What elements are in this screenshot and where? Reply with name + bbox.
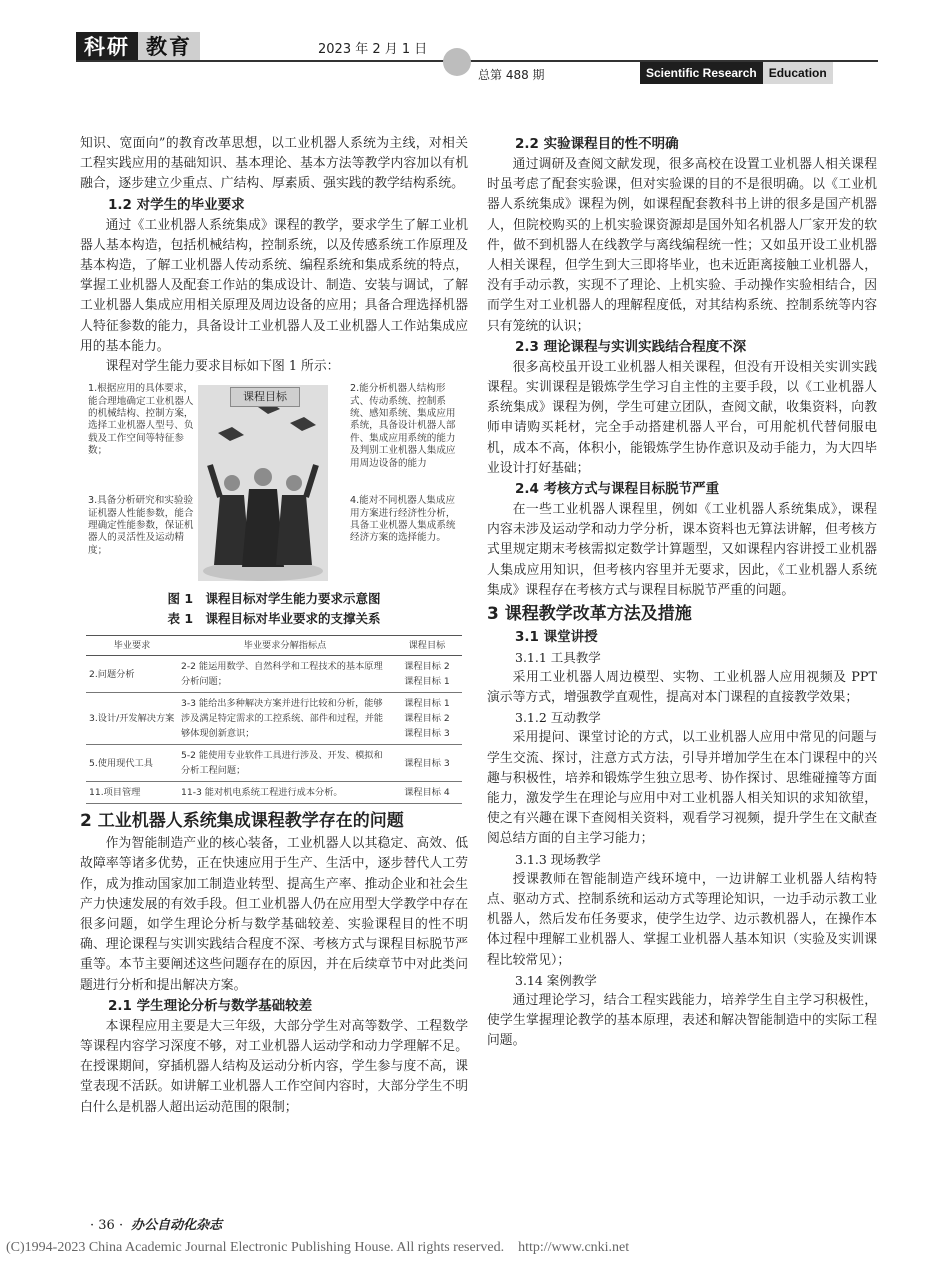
- table-header-row: [86, 636, 462, 656]
- paragraph: 通过《工业机器人系统集成》课程的教学，要求学生了解工业机器人基本构造，包括机械结构，控制系统，以及传感系统工作原理及基本构造，了解工业机器人传动系统、编程系统和集成系统的特点，掌握工业机器人及配套工作站的集成设计、制造、安装与调试，了解工业机器人集成应用相关原理及周边设备的应用；具备合理选择机器人特征参数的能力，具备设计工业机器人及工业机器人工作站集成应用的基本能力。: [80, 217, 468, 354]
- paragraph: 作为智能制造产业的核心装备，工业机器人以其稳定、高效、低故障率等诸多优势，正在快速应用于生产、生活中，逐步替代人工劳作，成为推动国家加工制造业转型、提高生产率、推动企业和社会生产力快速发展的有效手段。但工业机器人仍在应用型大学教学中存在很多问题，如学生理论分析与数学基础较差、实验课程目的性不明确、理论课程与实训实践结合程度不深、考核方式与课程目标脱节严重等。本节主要阐述这些问题存在的原因，并在后续章节中对此类问题进行分析和提出解决方案。: [80, 836, 468, 993]
- journal-masthead: [76, 32, 200, 62]
- paragraph: 采用工业机器人周边模型、实物、工业机器人应用视频及 PPT 演示等方式，增强教学直观性，提高对本门课程的直接教学效果；: [487, 670, 877, 706]
- header-circle-ornament: [443, 48, 471, 76]
- section-heading-3-1: 3.1 课堂讲授: [515, 629, 598, 646]
- table-cell-detail: 11-3 能对机电系统工程进行成本分析。: [178, 782, 392, 804]
- section-heading-1-2: 1.2 对学生的毕业要求: [108, 196, 245, 213]
- table-row: [86, 693, 462, 745]
- paragraph: 通过调研及查阅文献发现，很多高校在设置工业机器人相关课程时虽考虑了配套实验课，但对实验课的目的不是很明确。以《工业机器人系统集成》课程为例，如课程配套教科书上讲的很多是国产机器人，但院校购买的上机实验课资源却是国外知名机器人厂家开发的软件，做不到机器人在线教学与离线编程统一性；又如虽开设工业机器人相关课程，但学生到大三即将毕业，也未近距离接触工业机器人，没有手动示教，实现不了理论、上机实验、手动操作实验相结合，因而学生对工业机器人的理解程度低，对其结构系统、控制系统等内容只有笼统的认识；: [487, 157, 877, 334]
- paragraph: 课程对学生能力要求目标如下图 1 所示：: [105, 359, 340, 375]
- requirements-table: [86, 635, 462, 804]
- table-cell-detail: 5-2 能使用专业软件工具进行涉及、开发、模拟和分析工程问题；: [178, 745, 392, 782]
- subsection-heading-3-1-4: 3.14 案例教学: [515, 972, 597, 988]
- section-heading-2-4: 2.4 考核方式与课程目标脱节严重: [515, 481, 720, 498]
- table-cell-requirement: 2.问题分析: [86, 656, 178, 693]
- table-cell-goal: 课程目标 3: [392, 745, 462, 782]
- paragraph: 知识、宽面向”的教育改革思想，以工业机器人系统为主线，对相关工程实践应用的基础知识、基本理论、基本方法等教学内容加以有机融合，逐步建立少重点、广结构、厚素质、强实践的教学结构系统。: [80, 136, 468, 192]
- table-header-cell: 毕业要求: [86, 636, 178, 656]
- table-cell-goal: 课程目标 2 课程目标 1: [392, 656, 462, 693]
- figure-goal-4-text: 4.能对不同机器人集成应用方案进行经济性分析，具备工业机器人集成系统经济方案的选择能力。: [350, 495, 456, 544]
- table-header-cell: 毕业要求分解指标点: [178, 636, 392, 656]
- figure-goal-1-text: 1.根据应用的具体要求，能合理地确定工业机器人的机械结构、控制方案，选择工业机器人型号、负载及工作空间等特征参数；: [88, 383, 194, 457]
- paragraph: 授课教师在智能制造产线环境中，一边讲解工业机器人结构特点、驱动方式、控制系统和运动方式等理论知识，一边手动示教工业机器人，然后发布任务要求，使学生边学、边示教机器人，在操作本体过程中理解工业机器人、掌握工业机器人基本知识（实验及实训课程比较常见）；: [487, 871, 877, 968]
- table-cell-goal: 课程目标 4: [392, 782, 462, 804]
- paragraph: 采用提问、课堂讨论的方式，以工业机器人应用中常见的问题与学生交流、探讨，注意方式方法，引导并增加学生在本门课程中的兴趣与积极性，培养和锻炼学生独立思考、协作探讨、思维碰撞等方面能力，激发学生在理论与应用中对工业机器人相关知识的求知欲望，使之有兴趣在课下查阅相关资料，观看学习视频，提升学生在文献查阅总结方面的自主学习能力；: [487, 730, 877, 847]
- table-row: [86, 656, 462, 693]
- table-cell-detail: 2-2 能运用数学、自然科学和工程技术的基本原理分析问题；: [178, 656, 392, 693]
- section-heading-2-2: 2.2 实验课程目的性不明确: [515, 136, 679, 152]
- figure-goal-3-text: 3.具备分析研究和实验验证机器人性能参数，能合理确定性能参数，保证机器人的灵活性及运动精度；: [88, 495, 194, 556]
- journal-name: 办公自动化杂志: [131, 1218, 223, 1233]
- masthead-part-1: 科研: [76, 32, 138, 62]
- left-column: [80, 134, 468, 1118]
- issue-number: 总第 488 期: [478, 68, 545, 82]
- section-heading-3: 3 课程教学改革方法及措施: [487, 604, 692, 625]
- table-row: [86, 745, 462, 782]
- section-heading-2-3: 2.3 理论课程与实训实践结合程度不深: [515, 338, 747, 355]
- page-footer: [90, 1214, 222, 1233]
- table-cell-requirement: 3.设计/开发解决方案: [86, 693, 178, 745]
- graduates-illustration: [198, 385, 328, 581]
- copyright-notice: (C)1994-2023 China Academic Journal Electronic Publishing House. All rights reserved. http://www.cnki.net: [6, 1240, 630, 1255]
- table-cell-goal: 课程目标 1 课程目标 2 课程目标 3: [392, 693, 462, 745]
- figure-goal-2-text: 2.能分析机器人结构形式、传动系统、控制系统、感知系统、集成应用系统，具备设计机器人部件、集成应用系统的能力及判别工业机器人集成应用周边设备的能力: [350, 383, 456, 469]
- subsection-heading-3-1-1: 3.1.1 工具教学: [515, 650, 601, 666]
- subsection-heading-3-1-2: 3.1.2 互动教学: [515, 710, 601, 726]
- figure-caption: 图 1 课程目标对学生能力要求示意图: [167, 591, 381, 607]
- section-label-en-1: Scientific Research: [640, 62, 763, 84]
- section-heading-2: 2 工业机器人系统集成课程教学存在的问题: [80, 811, 404, 832]
- section-label-en-2: Education: [763, 62, 833, 84]
- paragraph: 通过理论学习，结合工程实践能力，培养学生自主学习积极性，使学生掌握理论教学的基本原理，表述和解决智能制造中的实际工程问题。: [487, 992, 877, 1049]
- table-cell-detail: 3-3 能给出多种解决方案并进行比较和分析，能够涉及满足特定需求的工控系统、部件和过程，并能够体现创新意识；: [178, 693, 392, 745]
- course-goal-label: 课程目标: [230, 387, 300, 407]
- masthead-part-2: 教育: [138, 32, 200, 62]
- right-column: [487, 134, 877, 1051]
- subsection-heading-3-1-3: 3.1.3 现场教学: [515, 851, 601, 867]
- figure-course-goals: [80, 381, 468, 589]
- section-heading-2-1: 2.1 学生理论分析与数学基础较差: [108, 997, 313, 1014]
- table-header-cell: 课程目标: [392, 636, 462, 656]
- paragraph: 在一些工业机器人课程里，例如《工业机器人系统集成》，课程内容未涉及运动学和动力学分析，课本资料也无算法讲解，但考核方式里规定期末考核需拟定数学计算题型，又如课程内容讲授工业机器人集成应用知识，但考核内容里并无要求，因此，《工业机器人系统集成》课程存在考核方式与课程目标脱节严重的问题。: [487, 502, 877, 598]
- table-row: [86, 782, 462, 804]
- section-label-english: [640, 62, 833, 84]
- issue-date: 2023 年 2 月 1 日: [318, 42, 428, 57]
- table-cell-requirement: 5.使用现代工具: [86, 745, 178, 782]
- page-number: · 36 ·: [90, 1218, 124, 1233]
- graduates-photo: [198, 385, 328, 581]
- paragraph: 很多高校虽开设工业机器人相关课程，但没有开设相关实训实践课程。实训课程是锻炼学生学习自主性的主要手段，以《工业机器人系统集成》课程为例，学生可建立团队，查阅文献，收集资料，向教师申请购买耗材，完全手动搭建机器人平台，可用舵机代替伺服电机，成本不高，体积小，能锻炼学生协作意识及动手能力，为大四毕业设计打好基础；: [487, 359, 877, 476]
- table-cell-requirement: 11.项目管理: [86, 782, 178, 804]
- paragraph: 本课程应用主要是大三年级，大部分学生对高等数学、工程数学等课程内容学习深度不够，对工业机器人运动学和动力学理解不足。在授课期间，穿插机器人结构及运动分析内容，学生参与度不高，课堂表现不活跃。如讲解工业机器人工作空间内容时，大部分学生不明白什么是机器人超出运动范围的限制；: [80, 1018, 468, 1115]
- table-caption: 表 1 课程目标对毕业要求的支撑关系: [167, 611, 381, 627]
